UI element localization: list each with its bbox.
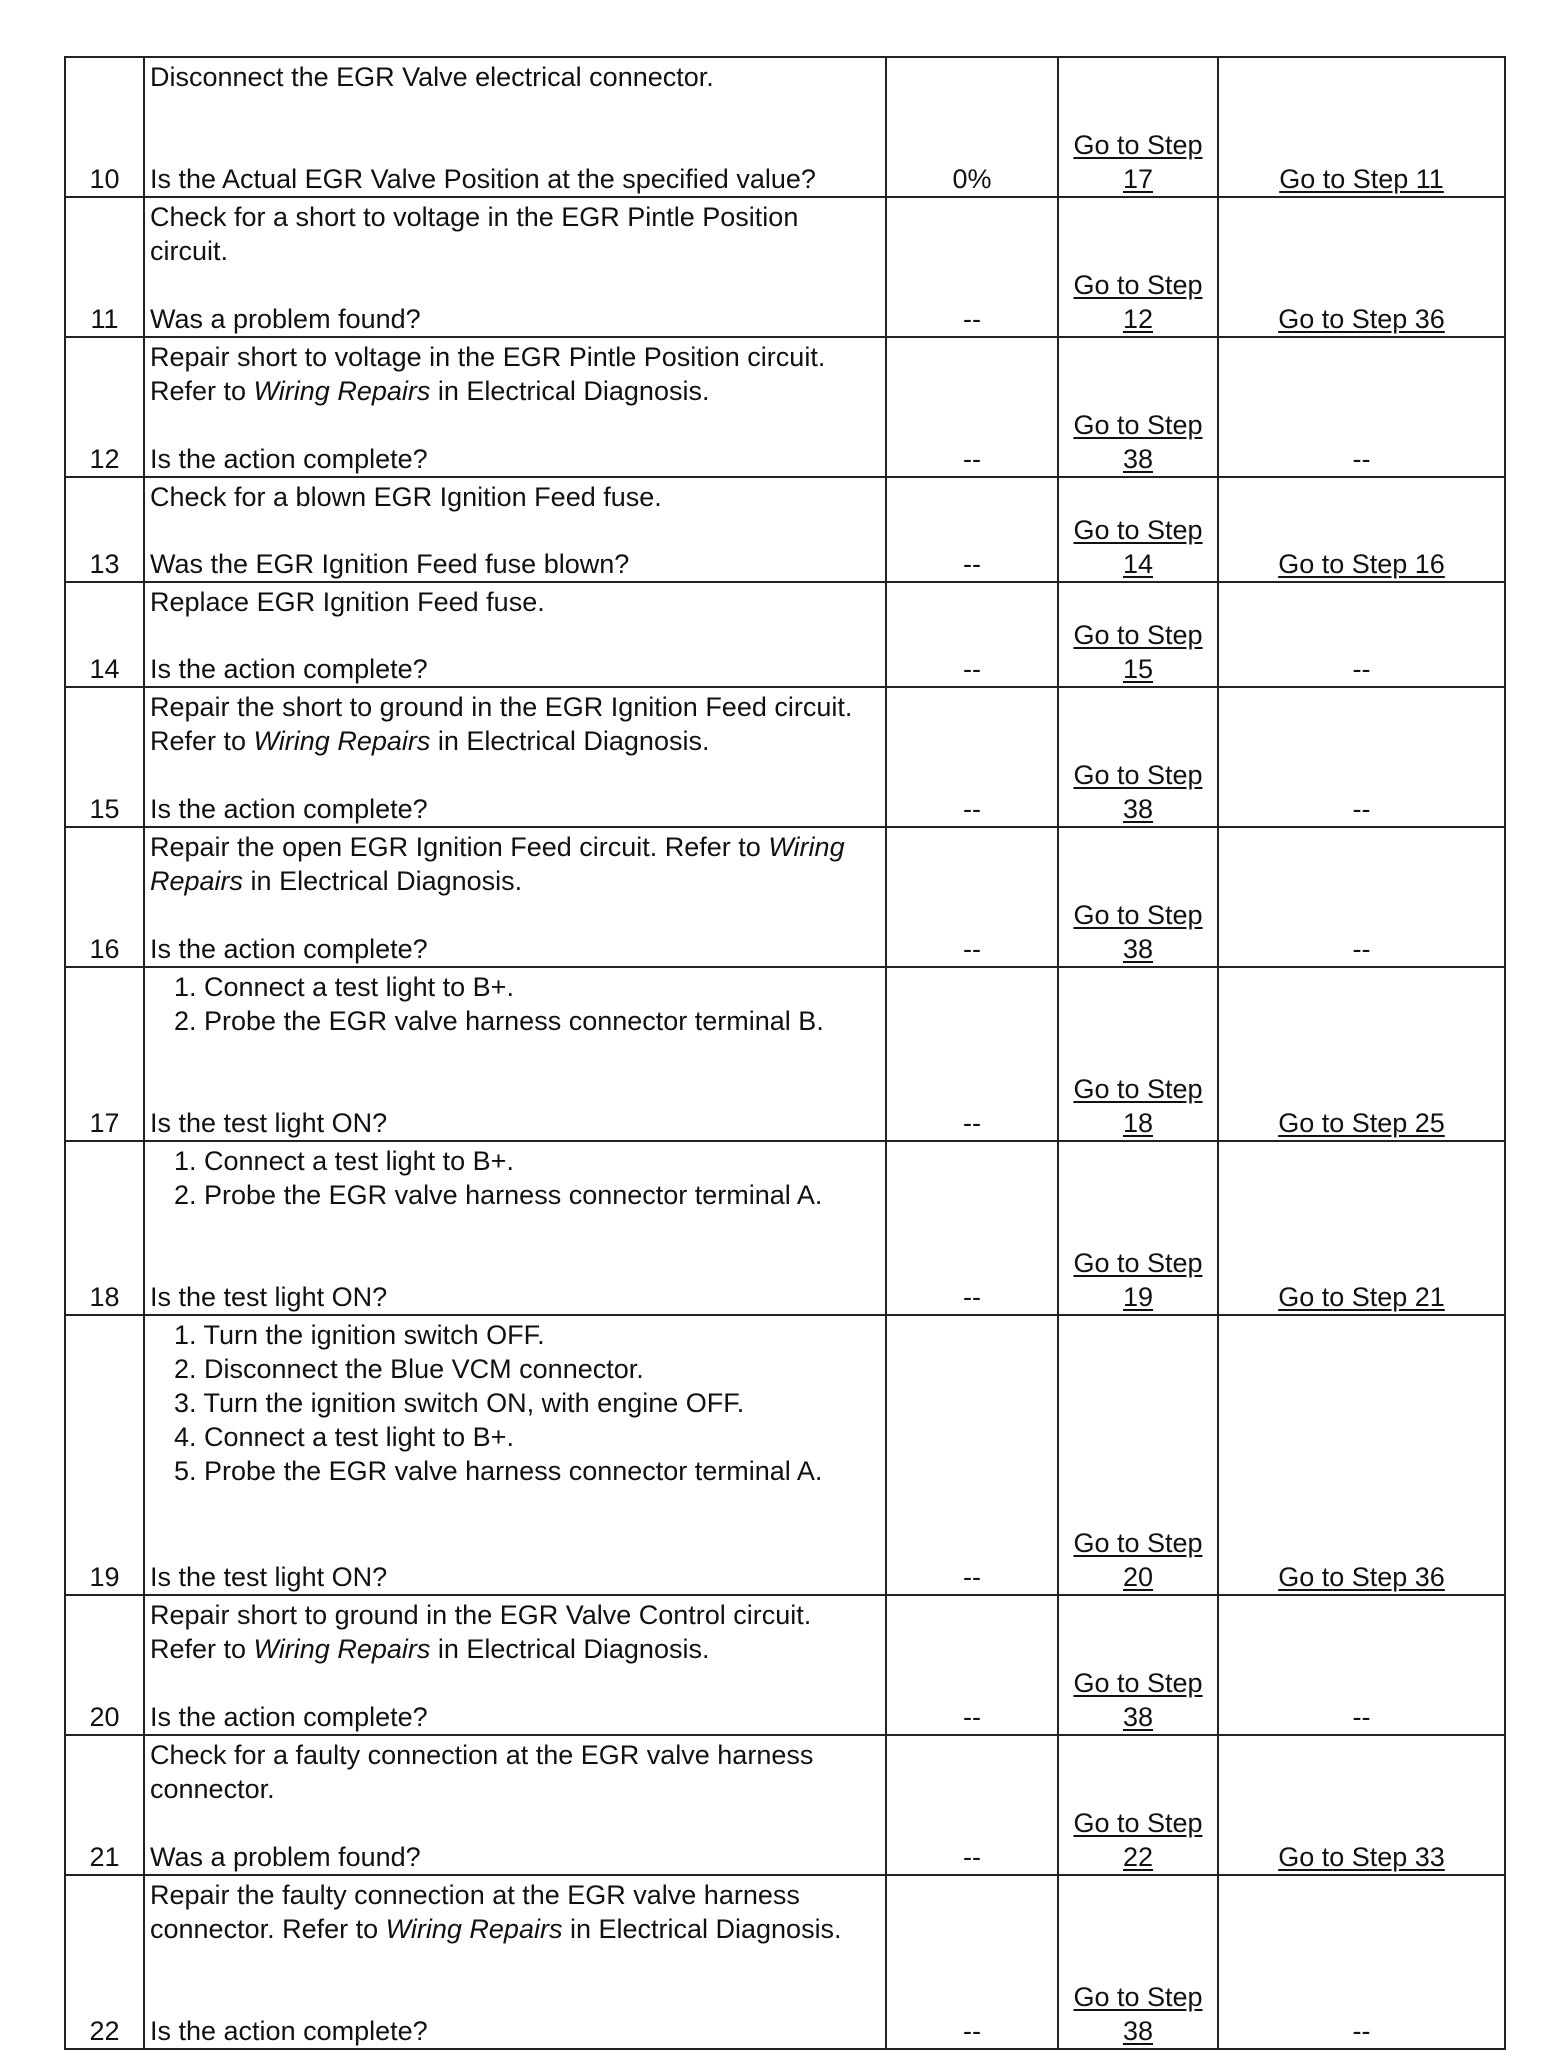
step-number: 11: [65, 197, 144, 337]
go-to-step-link[interactable]: Go to Step: [1073, 620, 1203, 650]
action-text: Check for a blown EGR Ignition Feed fuse.: [150, 482, 662, 512]
action-list-item: 5. Probe the EGR valve harness connector terminal A.: [174, 1456, 823, 1486]
yes-action: [1058, 967, 1218, 1141]
specified-value: --: [886, 967, 1058, 1141]
step-action: [144, 1735, 886, 1875]
reference-title: Wiring Repairs: [385, 1914, 563, 1944]
step-action: [144, 1141, 886, 1315]
specified-value: --: [886, 1141, 1058, 1315]
go-to-step-link[interactable]: Go to Step 36: [1278, 1562, 1445, 1592]
table-row: [65, 197, 1505, 337]
no-action[interactable]: [1218, 197, 1505, 337]
yes-action: [1058, 57, 1218, 197]
no-action: --: [1218, 1875, 1505, 2049]
spacer: [150, 758, 880, 792]
yes-action: [1058, 1735, 1218, 1875]
step-number: 20: [65, 1595, 144, 1735]
go-to-step-number[interactable]: 20: [1122, 1562, 1154, 1592]
step-action: [144, 687, 886, 827]
go-to-step-link[interactable]: Go to Step 25: [1278, 1108, 1445, 1138]
step-number: 12: [65, 337, 144, 477]
action-text: Refer to Wiring Repairs in Electrical Diagnosis.: [150, 376, 710, 406]
spacer: [150, 268, 880, 302]
go-to-step-number[interactable]: 38: [1122, 794, 1154, 824]
table-row: [65, 1141, 1505, 1315]
specified-value: --: [886, 1735, 1058, 1875]
step-question: Is the action complete?: [150, 794, 428, 824]
action-list-item: 3. Turn the ignition switch ON, with engine OFF.: [174, 1388, 745, 1418]
action-list-item: 1. Connect a test light to B+.: [174, 972, 514, 1002]
go-to-step-link[interactable]: Go to Step: [1073, 515, 1203, 545]
step-question: Is the test light ON?: [150, 1108, 388, 1138]
go-to-step-link[interactable]: Go to Step 16: [1278, 549, 1445, 579]
step-question: Is the test light ON?: [150, 1282, 388, 1312]
spacer: [150, 1488, 880, 1522]
action-text: Repairs in Electrical Diagnosis.: [150, 866, 523, 896]
spacer: [150, 1946, 880, 1980]
reference-title: Wiring Repairs: [253, 376, 431, 406]
action-cell-content: [150, 340, 880, 476]
action-cell-content: [150, 1878, 880, 2048]
table-row: [65, 1595, 1505, 1735]
table-row: [65, 477, 1505, 582]
go-to-step-number[interactable]: 38: [1122, 934, 1154, 964]
action-text: Refer to Wiring Repairs in Electrical Diagnosis.: [150, 1634, 710, 1664]
go-to-step-link[interactable]: Go to Step: [1073, 1074, 1203, 1104]
step-question: Is the action complete?: [150, 934, 428, 964]
action-text: connector.: [150, 1774, 275, 1804]
specified-value: --: [886, 827, 1058, 967]
table-row: [65, 1875, 1505, 2049]
action-text: Repair the faulty connection at the EGR valve harness: [150, 1880, 800, 1910]
spacer: [150, 1212, 880, 1246]
go-to-step-number[interactable]: 12: [1122, 304, 1154, 334]
table-row: [65, 337, 1505, 477]
step-number: 13: [65, 477, 144, 582]
go-to-step-link[interactable]: Go to Step 11: [1279, 164, 1444, 194]
step-number: 19: [65, 1315, 144, 1595]
go-to-step-link[interactable]: Go to Step 33: [1278, 1842, 1445, 1872]
action-list-item: 1. Turn the ignition switch OFF.: [174, 1320, 545, 1350]
step-action: [144, 337, 886, 477]
yes-action: [1058, 582, 1218, 687]
go-to-step-link[interactable]: Go to Step: [1073, 900, 1203, 930]
spacer: [150, 1038, 880, 1072]
go-to-step-link[interactable]: Go to Step 36: [1278, 304, 1445, 334]
go-to-step-number[interactable]: 18: [1122, 1108, 1154, 1138]
action-cell-content: [150, 1144, 880, 1314]
go-to-step-number[interactable]: 22: [1122, 1842, 1154, 1872]
step-number: 18: [65, 1141, 144, 1315]
go-to-step-link[interactable]: Go to Step: [1073, 270, 1203, 300]
no-action: --: [1218, 687, 1505, 827]
table-row: [65, 1735, 1505, 1875]
step-action: [144, 1875, 886, 2049]
yes-action: [1058, 687, 1218, 827]
go-to-step-link[interactable]: Go to Step: [1073, 760, 1203, 790]
step-question: Is the action complete?: [150, 654, 428, 684]
action-list-item: 2. Probe the EGR valve harness connector terminal B.: [174, 1006, 824, 1036]
specified-value: --: [886, 1315, 1058, 1595]
action-text: Disconnect the EGR Valve electrical connector.: [150, 62, 714, 92]
go-to-step-link[interactable]: Go to Step: [1073, 410, 1203, 440]
no-action: --: [1218, 582, 1505, 687]
spacer: [150, 94, 880, 162]
table-row: [65, 1315, 1505, 1595]
go-to-step-link[interactable]: Go to Step: [1073, 1982, 1203, 2012]
action-text: Check for a faulty connection at the EGR valve harness: [150, 1740, 814, 1770]
spacer: [150, 898, 880, 932]
specified-value: --: [886, 337, 1058, 477]
yes-action: [1058, 1315, 1218, 1595]
action-text: Repair the open EGR Ignition Feed circuit. Refer to Wiring: [150, 832, 845, 862]
no-action: --: [1218, 827, 1505, 967]
step-action: [144, 1315, 886, 1595]
go-to-step-link[interactable]: Go to Step 21: [1278, 1282, 1445, 1312]
step-action: [144, 582, 886, 687]
spacer: [150, 1246, 880, 1280]
table-row: [65, 57, 1505, 197]
table-row: [65, 687, 1505, 827]
action-list-item: 2. Disconnect the Blue VCM connector.: [174, 1354, 644, 1384]
step-action: [144, 1595, 886, 1735]
step-action: [144, 197, 886, 337]
action-text: circuit.: [150, 236, 229, 266]
step-action: [144, 967, 886, 1141]
step-question: Is the action complete?: [150, 1702, 428, 1732]
step-number: 10: [65, 57, 144, 197]
go-to-step-link[interactable]: Go to Step: [1073, 130, 1203, 160]
no-action[interactable]: [1218, 1315, 1505, 1595]
no-action[interactable]: [1218, 1141, 1505, 1315]
no-action[interactable]: [1218, 1735, 1505, 1875]
go-to-step-link[interactable]: Go to Step: [1073, 1528, 1203, 1558]
action-text: Refer to Wiring Repairs in Electrical Diagnosis.: [150, 726, 710, 756]
reference-title: Wiring Repairs: [253, 1634, 431, 1664]
step-action: [144, 57, 886, 197]
action-text: Check for a short to voltage in the EGR Pintle Position: [150, 202, 799, 232]
no-action[interactable]: [1218, 57, 1505, 197]
go-to-step-number[interactable]: 38: [1122, 2016, 1154, 2046]
specified-value: --: [886, 1875, 1058, 2049]
go-to-step-number[interactable]: 17: [1122, 164, 1154, 194]
yes-action: [1058, 1595, 1218, 1735]
action-text: Repair the short to ground in the EGR Ignition Feed circuit.: [150, 692, 853, 722]
spacer: [150, 514, 880, 547]
spacer: [150, 408, 880, 442]
go-to-step-number[interactable]: 19: [1122, 1282, 1154, 1312]
yes-action: [1058, 1875, 1218, 2049]
action-cell-content: [150, 480, 880, 581]
go-to-step-number[interactable]: 38: [1122, 444, 1154, 474]
yes-action: [1058, 477, 1218, 582]
specified-value: --: [886, 687, 1058, 827]
action-list-item: 4. Connect a test light to B+.: [174, 1422, 514, 1452]
spacer: [150, 1806, 880, 1840]
no-action[interactable]: [1218, 967, 1505, 1141]
no-action[interactable]: [1218, 477, 1505, 582]
reference-title: Repairs: [150, 866, 244, 896]
go-to-step-number[interactable]: 38: [1122, 1702, 1154, 1732]
no-action: --: [1218, 337, 1505, 477]
step-question: Was a problem found?: [150, 304, 421, 334]
specified-value: 0%: [886, 57, 1058, 197]
reference-title: Wiring Repairs: [253, 726, 431, 756]
spacer: [150, 1980, 880, 2014]
specified-value: --: [886, 1595, 1058, 1735]
action-text: Replace EGR Ignition Feed fuse.: [150, 587, 545, 617]
action-list-item: 2. Probe the EGR valve harness connector terminal A.: [174, 1180, 823, 1210]
step-question: Is the test light ON?: [150, 1562, 388, 1592]
step-question: Is the action complete?: [150, 444, 428, 474]
spacer: [150, 1666, 880, 1700]
go-to-step-number[interactable]: 14: [1122, 549, 1154, 579]
action-cell-content: [150, 1738, 880, 1874]
step-question: Is the action complete?: [150, 2016, 428, 2046]
step-number: 22: [65, 1875, 144, 2049]
reference-title: Wiring: [768, 832, 845, 862]
action-cell-content: [150, 1318, 880, 1594]
action-cell-content: [150, 690, 880, 826]
diagnostic-steps-table: [64, 56, 1506, 2050]
specified-value: --: [886, 197, 1058, 337]
action-text: Repair short to ground in the EGR Valve Control circuit.: [150, 1600, 812, 1630]
go-to-step-number[interactable]: 15: [1122, 654, 1154, 684]
steps-table-body: [65, 57, 1505, 2049]
spacer: [150, 1072, 880, 1106]
spacer: [150, 1522, 880, 1560]
step-question: Was a problem found?: [150, 1842, 421, 1872]
yes-action: [1058, 1141, 1218, 1315]
yes-action: [1058, 827, 1218, 967]
go-to-step-link[interactable]: Go to Step: [1073, 1808, 1203, 1838]
step-action: [144, 477, 886, 582]
action-cell-content: [150, 830, 880, 966]
table-row: [65, 967, 1505, 1141]
action-cell-content: [150, 200, 880, 336]
go-to-step-link[interactable]: Go to Step: [1073, 1248, 1203, 1278]
table-row: [65, 827, 1505, 967]
spacer: [150, 619, 880, 652]
specified-value: --: [886, 477, 1058, 582]
action-list-item: 1. Connect a test light to B+.: [174, 1146, 514, 1176]
yes-action: [1058, 197, 1218, 337]
action-text: connector. Refer to Wiring Repairs in Electrical Diagnosis.: [150, 1914, 842, 1944]
go-to-step-link[interactable]: Go to Step: [1073, 1668, 1203, 1698]
step-question: Is the Actual EGR Valve Position at the specified value?: [150, 164, 816, 194]
yes-action: [1058, 337, 1218, 477]
step-question: Was the EGR Ignition Feed fuse blown?: [150, 549, 630, 579]
step-number: 16: [65, 827, 144, 967]
specified-value: --: [886, 582, 1058, 687]
step-number: 14: [65, 582, 144, 687]
action-text: Repair short to voltage in the EGR Pintle Position circuit.: [150, 342, 826, 372]
step-number: 15: [65, 687, 144, 827]
no-action: --: [1218, 1595, 1505, 1735]
action-cell-content: [150, 585, 880, 686]
table-row: [65, 582, 1505, 687]
step-number: 21: [65, 1735, 144, 1875]
action-cell-content: [150, 970, 880, 1140]
step-number: 17: [65, 967, 144, 1141]
action-cell-content: [150, 60, 880, 196]
step-action: [144, 827, 886, 967]
action-cell-content: [150, 1598, 880, 1734]
